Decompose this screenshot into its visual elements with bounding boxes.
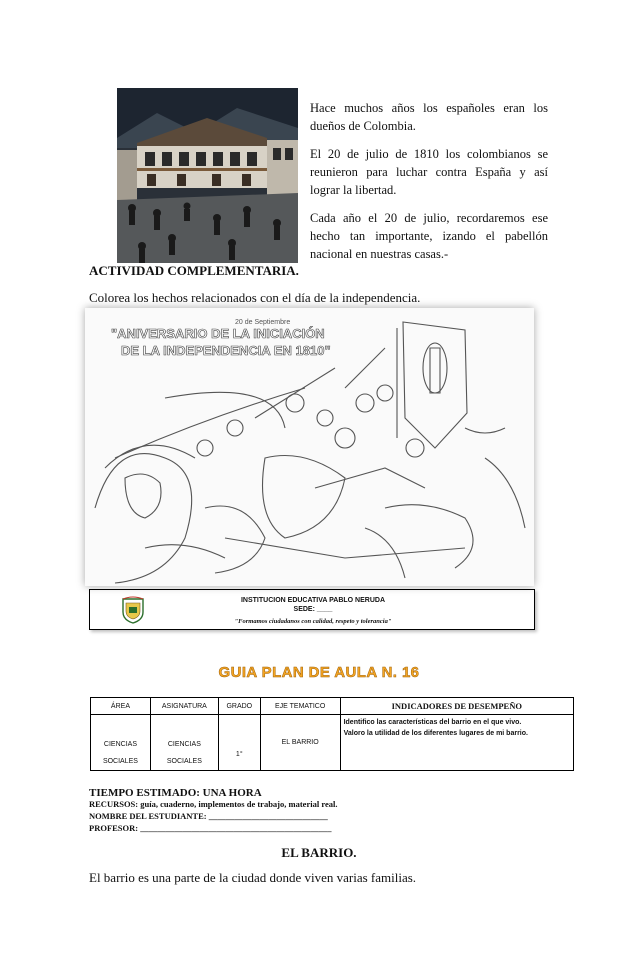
institution-name: INSTITUCION EDUCATIVA PABLO NERUDA (240, 597, 386, 604)
resources-line: RECURSOS: guía, cuaderno, implementos de trabajo, material real. (89, 799, 338, 809)
intro-paragraph: Hace muchos años los españoles eran los dueños de Colombia. (310, 101, 548, 133)
cell-subject (150, 715, 218, 771)
student-name-line: NOMBRE DEL ESTUDIANTE: ____________________________ (89, 811, 328, 821)
table-header-row (91, 698, 574, 715)
cell-area (91, 715, 151, 771)
area-line: CIENCIAS (103, 741, 137, 748)
header-axis: EJE TEMATICO (260, 698, 340, 715)
indicator-item: Identifico las características del barrio en el que vivo. (343, 719, 522, 726)
header-indicators: INDICADORES DE DESEMPEÑO (340, 698, 573, 715)
activity-instruction: Colorea los hechos relacionados con el día de la independencia. (89, 290, 421, 305)
area-line: SOCIALES (102, 758, 138, 765)
coloring-banner-line2: DE LA INDEPENDENCIA EN 1810" (121, 343, 331, 358)
header-grade: GRADO (218, 698, 260, 715)
coloring-banner-line1: "ANIVERSARIO DE LA INICIACIÓN (111, 326, 325, 341)
teacher-line: PROFESOR: _____________________________________________ (89, 823, 332, 833)
coloring-page-image (85, 308, 534, 586)
intro-paragraph: Cada año el 20 de julio, recordaremos ese hecho tan importante, izando el pabellón nacional en nuestras casas.- (310, 211, 548, 261)
activity-title: ACTIVIDAD COMPLEMENTARIA. (89, 263, 299, 278)
coloring-date-label: 20 de Septiembre (235, 319, 291, 326)
header-area: ÁREA (91, 698, 151, 715)
institution-header (89, 589, 535, 630)
cell-grade: 1° (218, 715, 260, 771)
subject-line: SOCIALES (166, 758, 202, 765)
indicator-item: Valoro la utilidad de los diferentes lugares de mi barrio. (343, 730, 528, 737)
historical-painting-image (117, 88, 298, 263)
table-row (91, 715, 574, 771)
subject-line: CIENCIAS (167, 741, 201, 748)
cell-indicators (340, 715, 573, 771)
time-estimate: TIEMPO ESTIMADO: UNA HORA (89, 787, 262, 799)
guide-title: GUIA PLAN DE AULA N. 16 (218, 664, 420, 681)
section-text: El barrio es una parte de la ciudad donde viven varias familias. (89, 870, 417, 885)
intro-paragraph: El 20 de julio de 1810 los colombianos se reunieron para luchar contra España y así lograr la libertad. (310, 147, 548, 197)
cell-axis: EL BARRIO (260, 715, 340, 771)
intro-text (310, 99, 548, 273)
institution-motto: "Formamos ciudadanos con calidad, respeto y tolerancia" (234, 618, 392, 625)
section-title: EL BARRIO. (281, 845, 357, 860)
institution-sede: SEDE: ____ (293, 606, 333, 613)
header-subject: ASIGNATURA (150, 698, 218, 715)
plan-table (90, 697, 574, 771)
